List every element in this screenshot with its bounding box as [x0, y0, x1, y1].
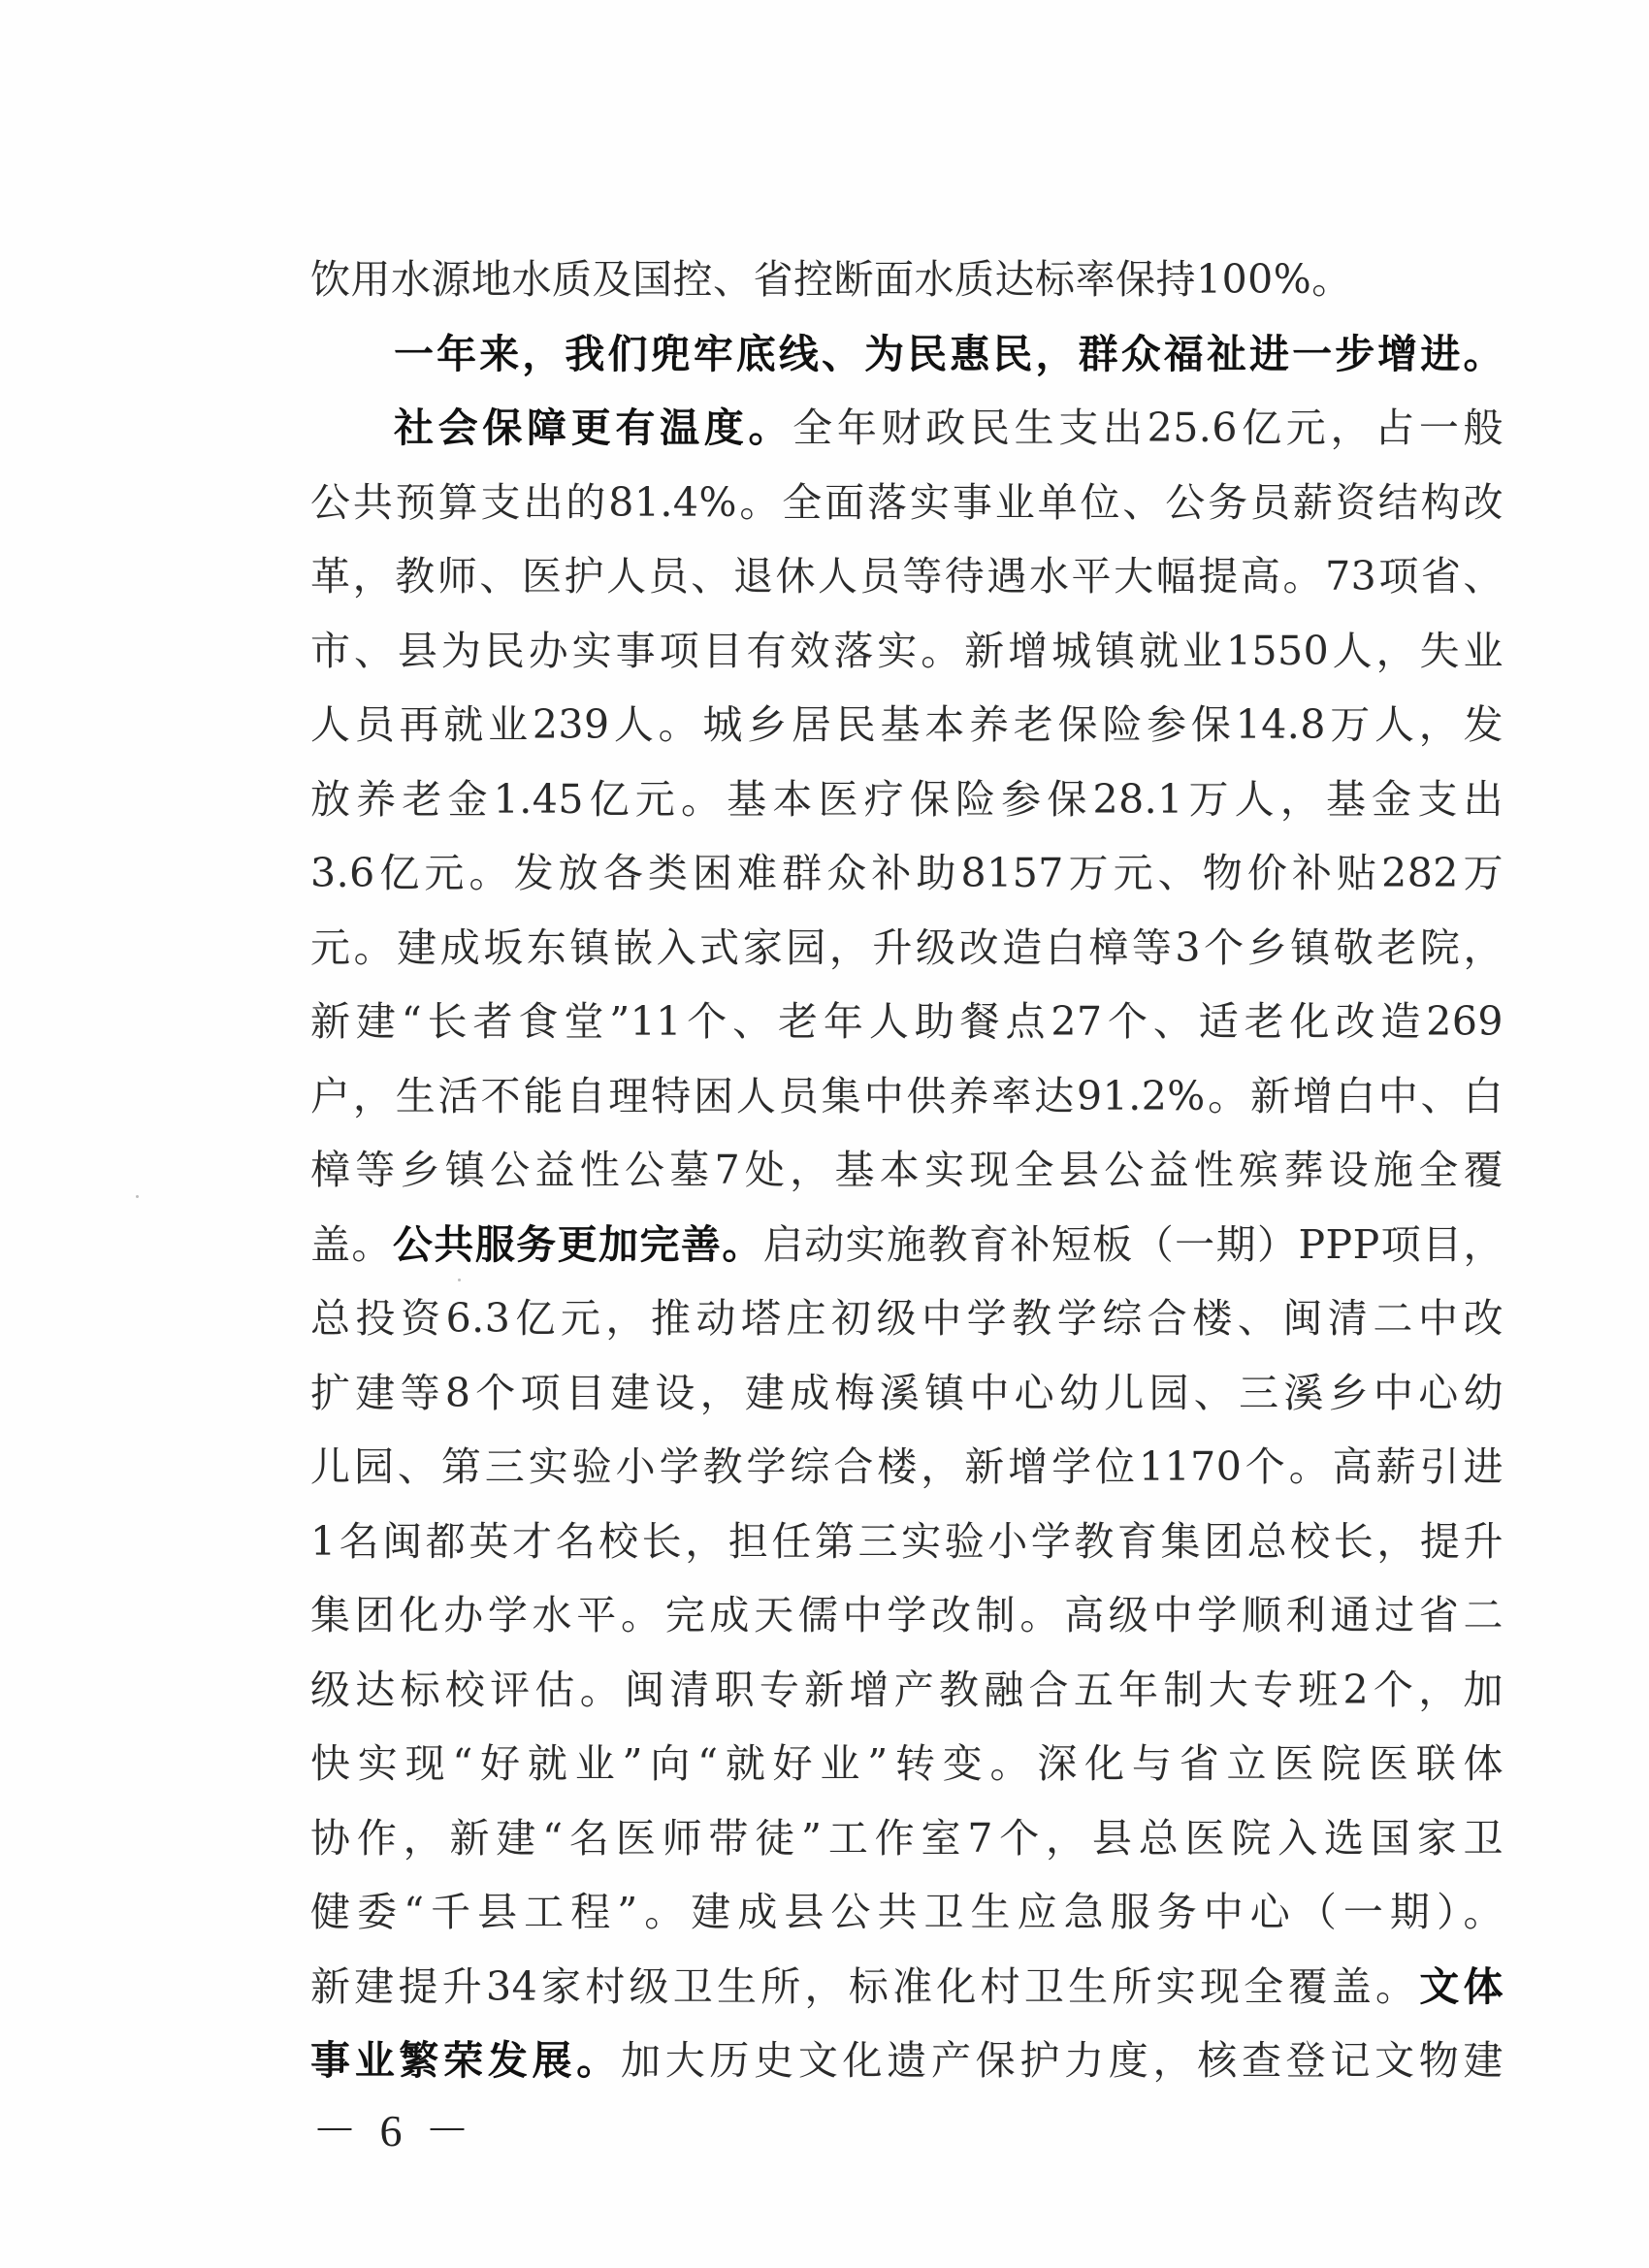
body-text-run: 快实现“好就业”向“就好业”转变。深化与省立医院医联体	[310, 1740, 1504, 1787]
body-text-run: 元。建成坂东镇嵌入式家园，升级改造白樟等3个乡镇敬老院，	[310, 923, 1504, 971]
text-line	[310, 1281, 1504, 1356]
body-text-run: 加大历史文化遗产保护力度，核查登记文物建	[620, 2037, 1504, 2084]
body-text-run: 户，生活不能自理特困人员集中供养率达91.2%。新增白中、白	[310, 1072, 1504, 1119]
text-line	[310, 391, 1504, 466]
text-line	[310, 1208, 1504, 1282]
bold-heading-text: 社会保障更有温度。	[394, 405, 793, 451]
page-number: － 6 －	[312, 2106, 475, 2155]
text-line	[310, 1578, 1504, 1653]
text-line	[310, 1801, 1504, 1876]
text-line	[310, 688, 1504, 762]
body-text-run: 总投资6.3亿元，推动塔庄初级中学教学综合楼、闽清二中改	[310, 1295, 1504, 1342]
scan-speck	[458, 1279, 461, 1281]
text-line	[310, 985, 1504, 1059]
text-line	[310, 1653, 1504, 1728]
text-line	[310, 466, 1504, 540]
body-text-run: 儿园、第三实验小学教学综合楼，新增学位1170个。高薪引进	[310, 1443, 1504, 1490]
bold-heading-text: 一年来，我们兜牢底线、为民惠民，群众福祉进一步增进。	[394, 330, 1504, 377]
text-line	[310, 1430, 1504, 1505]
scan-speck	[136, 1195, 139, 1198]
text-line	[310, 1356, 1504, 1431]
text-line	[310, 1950, 1504, 2025]
body-text-run: 启动实施教育补短板（一期）PPP项目，	[762, 1220, 1504, 1268]
text-line	[310, 911, 1504, 986]
text-line	[310, 1059, 1504, 1134]
body-text-run: 级达标校评估。闽清职专新增产教融合五年制大专班2个，加	[310, 1666, 1504, 1713]
body-text-run: 协作，新建“名医师带徒”工作室7个，县总医院入选国家卫	[310, 1814, 1504, 1862]
body-text-run: 集团化办学水平。完成天儒中学改制。高级中学顺利通过省二	[310, 1592, 1504, 1638]
body-text-run: 盖。	[310, 1220, 393, 1268]
text-line	[310, 1133, 1504, 1208]
body-text-run: 1名闽都英才名校长，担任第三实验小学教育集团总校长，提升	[310, 1517, 1504, 1565]
body-text-run: 3.6亿元。发放各类困难群众补助8157万元、物价补贴282万	[310, 850, 1504, 896]
text-line	[310, 614, 1504, 689]
body-text-run: 健委“千县工程”。建成县公共卫生应急服务中心（一期）。	[310, 1889, 1504, 1935]
bold-heading-text: 文体	[1419, 1962, 1504, 2010]
text-line	[310, 762, 1504, 837]
text-line	[310, 1875, 1504, 1950]
body-text-run: 新建提升34家村级卫生所，标准化村卫生所实现全覆盖。	[310, 1962, 1420, 2010]
body-text-run: 放养老金1.45亿元。基本医疗保险参保28.1万人，基金支出	[310, 775, 1504, 823]
body-text-run: 新建“长者食堂”11个、老年人助餐点27个、适老化改造269	[310, 998, 1504, 1045]
body-text	[310, 243, 1504, 2098]
text-line	[310, 1505, 1504, 1579]
body-text-run: 樟等乡镇公益性公墓7处，基本实现全县公益性殡葬设施全覆	[310, 1147, 1504, 1193]
bold-heading-text: 事业繁荣发展。	[310, 2037, 621, 2084]
body-text-run: 人员再就业239人。城乡居民基本养老保险参保14.8万人，发	[310, 701, 1504, 748]
body-text-run: 革，教师、医护人员、退休人员等待遇水平大幅提高。73项省、	[310, 553, 1504, 599]
text-line	[310, 317, 1504, 392]
body-text-run: 饮用水源地水质及国控、省控断面水质达标率保持100%。	[310, 256, 1352, 303]
text-line	[310, 2024, 1504, 2098]
body-text-run: 扩建等8个项目建设，建成梅溪镇中心幼儿园、三溪乡中心幼	[310, 1369, 1504, 1416]
text-line	[310, 539, 1504, 614]
body-text-run: 市、县为民办实事项目有效落实。新增城镇就业1550人，失业	[310, 627, 1504, 674]
body-text-run: 公共预算支出的81.4%。全面落实事业单位、公务员薪资结构改	[310, 478, 1504, 526]
body-text-run: 全年财政民生支出25.6亿元，占一般	[792, 405, 1504, 451]
text-line	[310, 243, 1504, 317]
text-line	[310, 1727, 1504, 1801]
text-line	[310, 836, 1504, 911]
bold-heading-text: 公共服务更加完善。	[392, 1220, 763, 1268]
